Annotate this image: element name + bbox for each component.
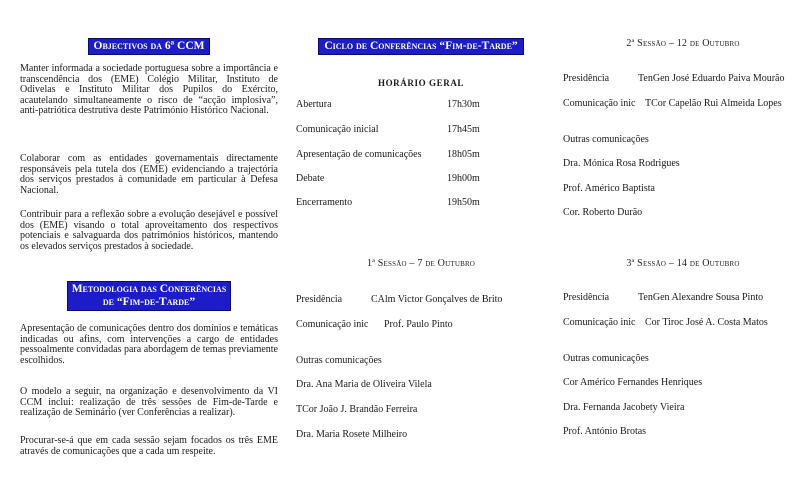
presidency-name: TenGen José Eduardo Paiva Mourão <box>638 73 785 84</box>
presidency-name: TenGen Alexandre Sousa Pinto <box>638 292 764 303</box>
objectives-paragraph-1: Manter informada a sociedade portuguesa sobre a importância e transcendência dos (EME) Colégio Militar, Instituto de Odivelas e Instituto Militar dos Pupilos do Exército, acautelando simultaneamente o risco de “acção implosiva”, anti-patriótica destrutiva deste Património Histórico Nacional. <box>20 63 278 117</box>
session-1-others-label: Outras comunicações <box>296 355 382 366</box>
methodology-heading-line-2: de “Fim-de-Tarde” <box>102 296 196 308</box>
initial-label: Comunicação inic <box>563 98 636 109</box>
methodology-heading-wrap <box>20 282 278 310</box>
initial-label: Comunicação inic <box>563 317 636 328</box>
speaker-name: TCor João J. Brandão Ferreira <box>296 404 418 415</box>
schedule-row <box>296 173 480 184</box>
cycle-heading: Ciclo de Conferências “Fim-de-Tarde” <box>319 39 522 54</box>
speaker-name: Cor Américo Fernandes Henriques <box>563 377 703 388</box>
schedule-label: Debate <box>296 173 325 184</box>
schedule-time: 19h00m <box>447 173 480 184</box>
schedule-row <box>296 124 480 135</box>
sessions-column <box>563 0 803 488</box>
objectives-paragraph-2: Colaborar com as entidades governamentais directamente responsáveis pela tutela dos (EME) evidenciando a trajectória dos serviços prestados à comunidade em particular à Defesa Nacional. <box>20 153 278 196</box>
schedule-row <box>296 197 480 208</box>
speaker-name: Dra. Fernanda Jacobety Vieira <box>563 402 685 413</box>
presidency-label: Presidência <box>563 292 610 303</box>
session-3-initial-row <box>563 317 768 328</box>
speaker-name: Cor. Roberto Durão <box>563 207 643 218</box>
presidency-label: Presidência <box>563 73 610 84</box>
speaker-name: Prof. António Brotas <box>563 426 647 437</box>
schedule-time: 17h45m <box>447 124 480 135</box>
session-3-presidency-row <box>563 292 764 303</box>
session-2-presidency-row <box>563 73 785 84</box>
session-1-presidency-row <box>296 294 503 305</box>
schedule-row <box>296 99 480 110</box>
schedule-row <box>296 149 480 160</box>
session-2-title: 2ª Sessão – 12 de Outubro <box>626 38 740 49</box>
schedule-label: Encerramento <box>296 197 353 208</box>
methodology-heading <box>68 282 231 310</box>
cycle-heading-wrap <box>296 36 546 54</box>
session-3-others-label: Outras comunicações <box>563 353 649 364</box>
schedule-label: Comunicação inicial <box>296 124 379 135</box>
initial-name: Cor Tiroc José A. Costa Matos <box>645 317 768 328</box>
initial-name: TCor Capelão Rui Almeida Lopes <box>645 98 782 109</box>
session-1-title: 1ª Sessão – 7 de Outubro <box>366 258 476 269</box>
objectives-heading: Objectivos da 6ª CCM <box>89 39 210 54</box>
methodology-heading-line-1: Metodologia das Conferências <box>71 283 227 295</box>
presidency-label: Presidência <box>296 294 343 305</box>
schedule-time: 17h30m <box>447 99 480 110</box>
speaker-name: Dra. Mónica Rosa Rodrigues <box>563 158 680 169</box>
schedule-heading: HORÁRIO GERAL <box>377 78 465 88</box>
methodology-paragraph-2: O modelo a seguir, na organização e desenvolvimento da VI CCM inclui: realização de três sessões de Fim-de-Tarde e realização de Seminário (ver Conferências a realizar). <box>20 386 278 419</box>
session-2-initial-row <box>563 98 782 109</box>
methodology-paragraph-1: Apresentação de comunicações dentro dos domínios e temáticas indicadas ou afins, com intervenções a cargo de entidades pessoalmente convidadas para abordagem de temas previamente escolhidos. <box>20 323 278 366</box>
speaker-name: Dra. Maria Rosete Milheiro <box>296 429 408 440</box>
session-2-others-label: Outras comunicações <box>563 134 649 145</box>
schedule-label: Apresentação de comunicações <box>296 149 422 160</box>
schedule-time: 18h05m <box>447 149 480 160</box>
methodology-paragraph-3: Procurar-se-á que em cada sessão sejam focados os três EME através de comunicações que a cada um respeite. <box>20 435 278 457</box>
initial-label: Comunicação inic <box>296 319 369 330</box>
cycle-column <box>296 0 546 488</box>
schedule-time: 19h50m <box>447 197 480 208</box>
objectives-paragraph-3: Contribuir para a reflexão sobre a evolução desejável e possível dos (EME) visando o total aproveitamento dos respectivos potenciais e salvaguarda dos patrimónios históricos, mantendo os elevados serviços prestados à sociedade. <box>20 209 278 252</box>
session-1-initial-row <box>296 319 453 330</box>
initial-name: Prof. Paulo Pinto <box>384 319 453 330</box>
session-3-title: 3ª Sessão – 14 de Outubro <box>626 258 740 269</box>
speaker-name: Dra. Ana Maria de Oliveira Vilela <box>296 379 432 390</box>
objectives-heading-wrap <box>20 36 278 54</box>
speaker-name: Prof. Américo Baptista <box>563 183 655 194</box>
presidency-name: CAlm Victor Gonçalves de Brito <box>371 294 503 305</box>
schedule-label: Abertura <box>296 99 332 110</box>
